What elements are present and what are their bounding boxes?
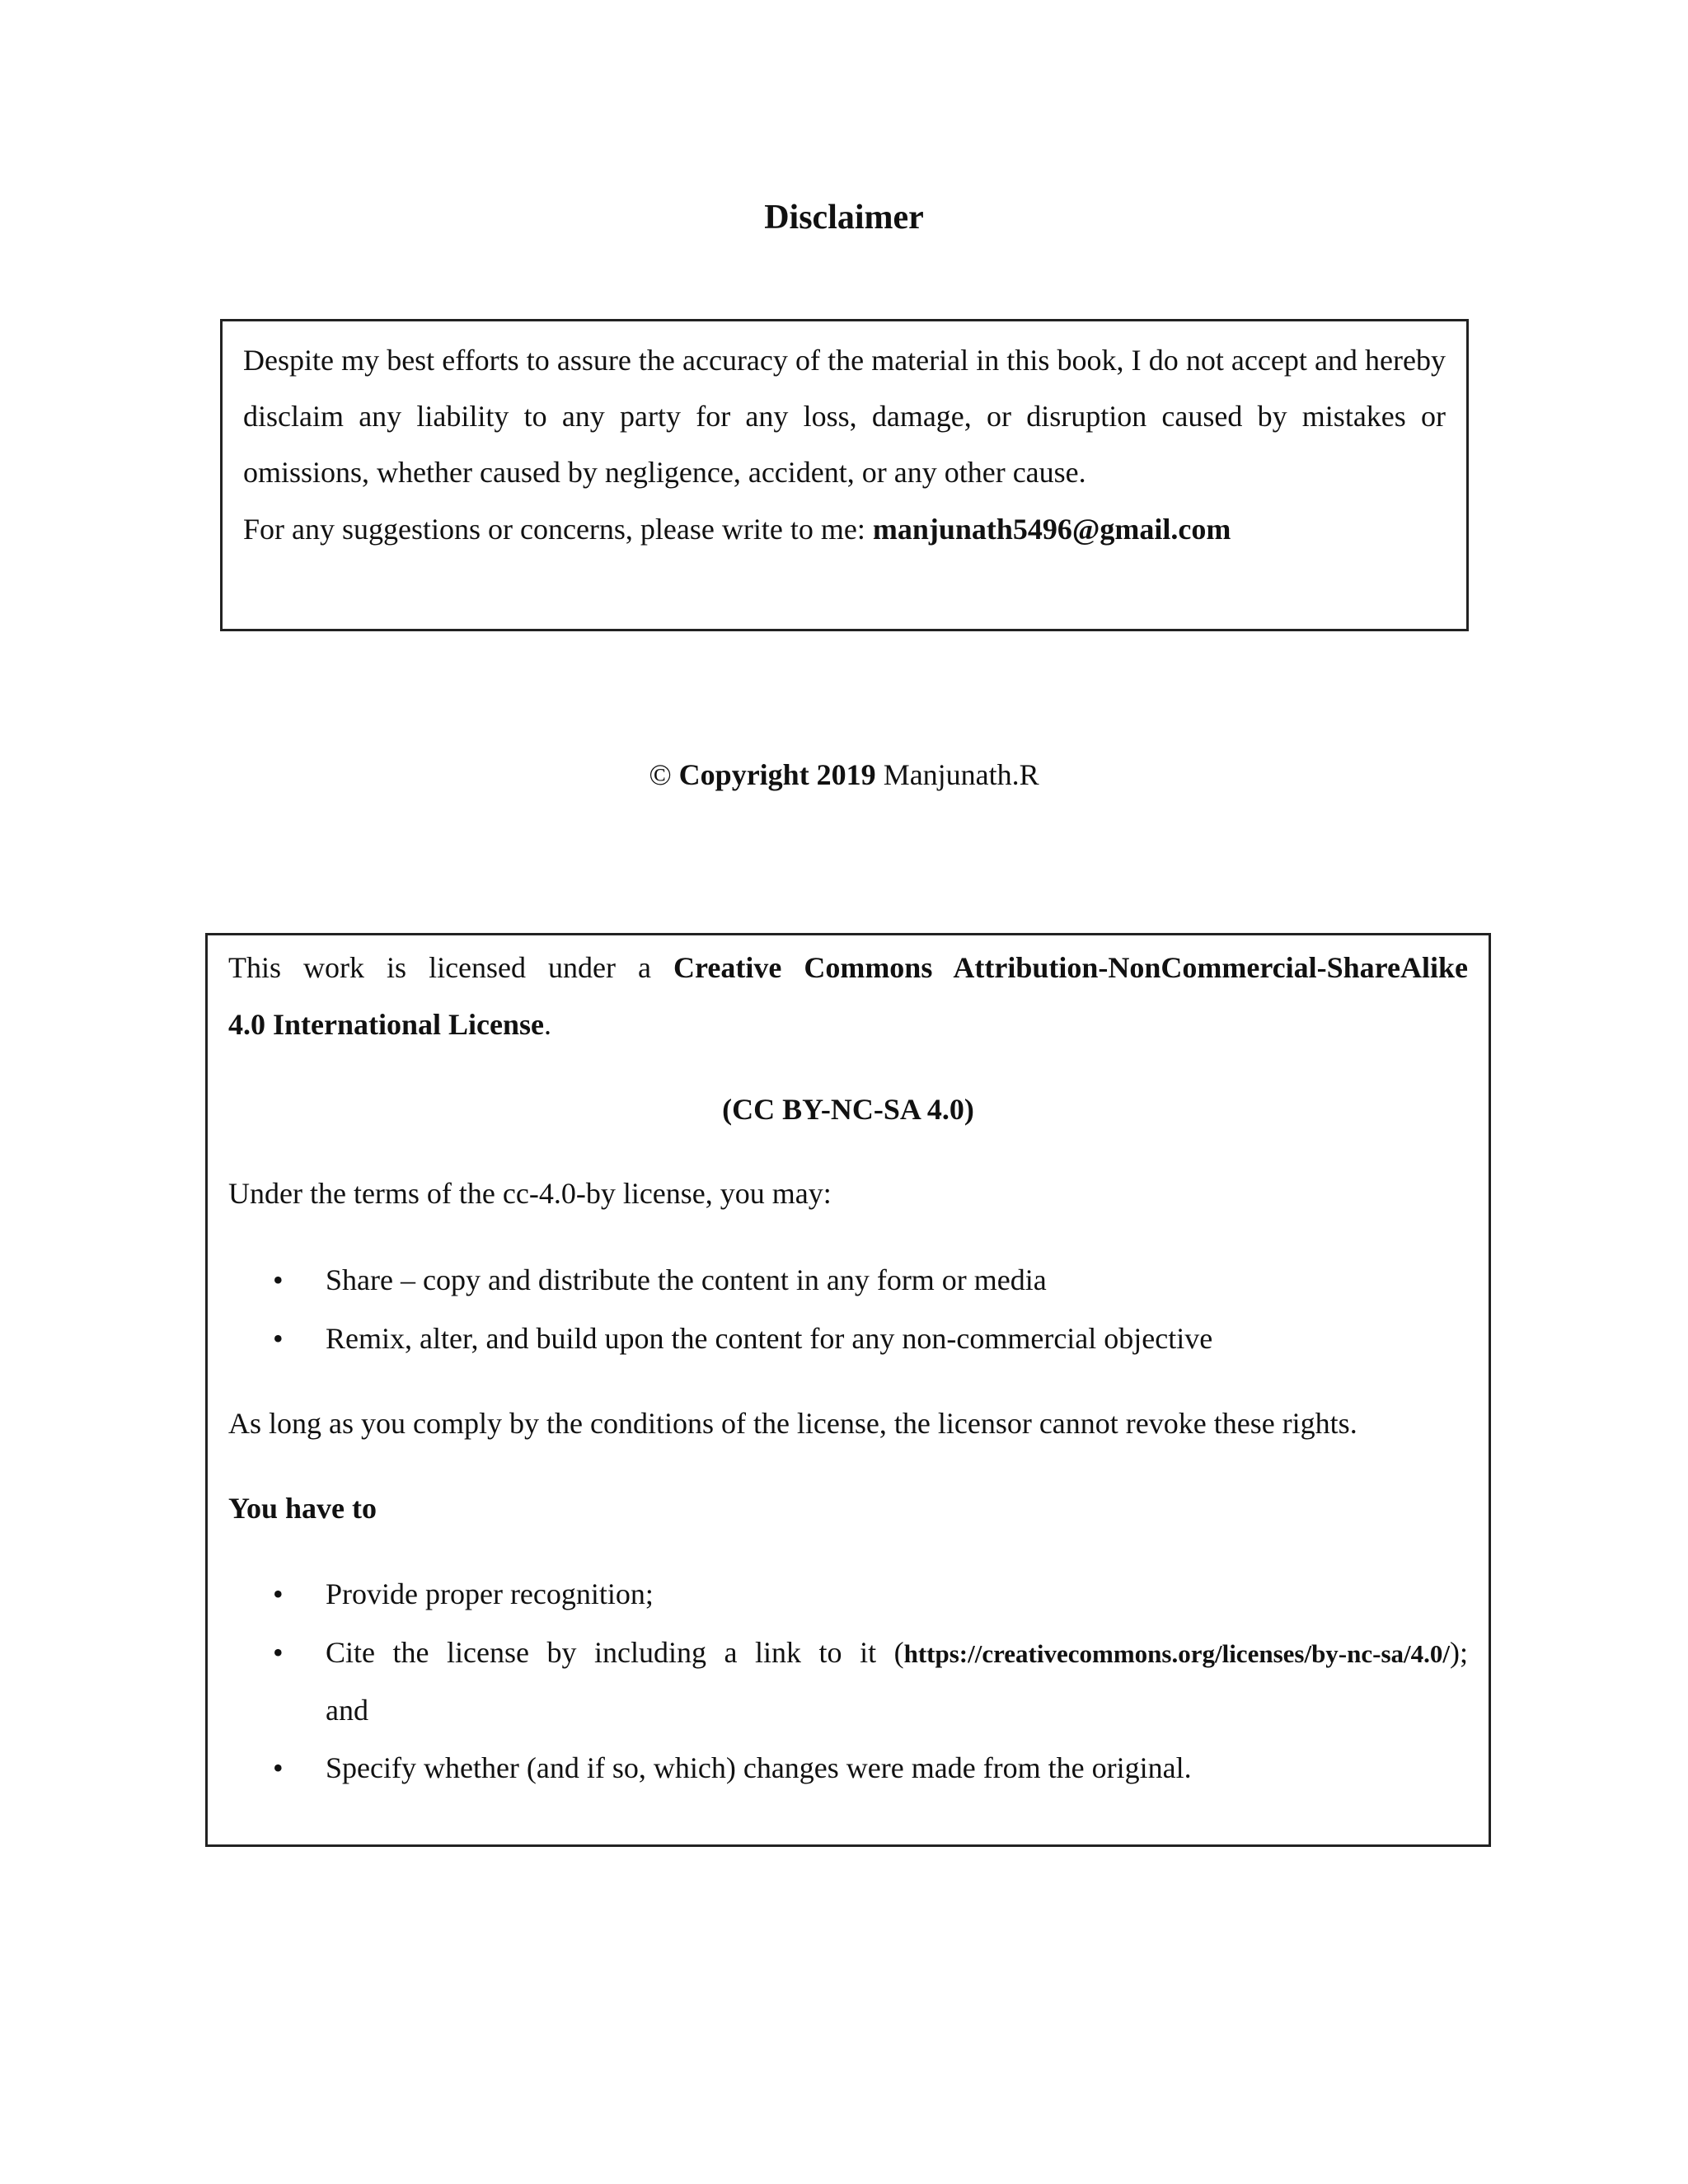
license-link[interactable]: https://creativecommons.org/licenses/by-nc-sa/4.0/ [903,1639,1450,1668]
disclaimer-box [220,319,1469,631]
bullet-icon: • [273,1322,284,1355]
copyright-label: Copyright 2019 [678,758,876,791]
license-name-line1: Creative Commons Attribution-NonCommercial-ShareAlike [673,951,1468,984]
license-intro-suffix: . [544,1008,551,1041]
cite-prefix: Cite the license by including a link to it ( [326,1636,904,1669]
must-item-cite-cont: and [326,1694,368,1727]
copyright-symbol: © [649,758,672,791]
bullet-icon: • [273,1577,284,1610]
copyright-owner: Manjunath.R [883,758,1039,791]
copyright-line [0,750,1688,799]
bullet-icon: • [273,1751,284,1784]
cite-suffix: ); [1450,1636,1468,1669]
terms-intro: Under the terms of the cc-4.0-by license, you may: [228,1177,832,1210]
page-title: Disclaimer [764,199,924,237]
disclaimer-paragraph: Despite my best efforts to assure the accuracy of the material in this book, I do not accept and hereby disclaim any liability to any party for any loss, damage, or disruption caused by mistakes or omissions, whether caused by negligence, accident, or any other cause. [243,344,1446,489]
may-item-share: Share – copy and distribute the content in any form or media [326,1263,1047,1296]
must-item-cite [326,1632,1468,1675]
contact-line [243,501,1231,557]
license-short-name-text: (CC BY-NC-SA 4.0) [722,1093,974,1126]
have-to-heading-text: You have to [228,1492,377,1525]
contact-prefix: For any suggestions or concerns, please write to me: [243,513,873,546]
contact-email: manjunath5496@gmail.com [872,513,1231,546]
license-short-name [208,1089,1489,1130]
license-intro-line2 [228,1004,551,1045]
bullet-icon: • [273,1636,284,1669]
have-to-heading [228,1488,377,1529]
license-box [205,933,1491,1847]
must-item-specify: Specify whether (and if so, which) changes were made from the original. [326,1751,1192,1784]
may-item-remix: Remix, alter, and build upon the content for any non-commercial objective [326,1322,1213,1355]
bullet-icon: • [273,1263,284,1296]
license-intro-prefix: This work is licensed under a [228,951,674,984]
license-name-line2: 4.0 International License [228,1008,544,1041]
comply-text: As long as you comply by the conditions of the license, the licensor cannot revoke these rights. [228,1407,1357,1440]
license-intro-line1 [228,947,1468,988]
must-item-recognition: Provide proper recognition; [326,1577,654,1610]
